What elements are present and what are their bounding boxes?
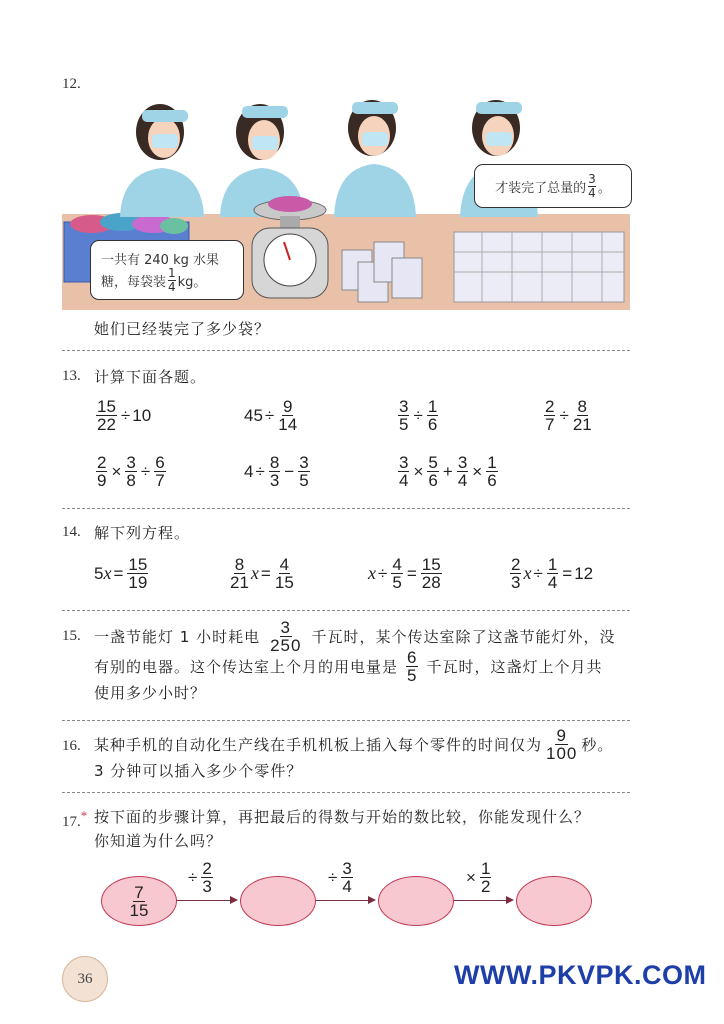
bubble-right-text: 才装完了总量的 [495, 180, 587, 196]
problem-14-number: 14. [62, 524, 81, 540]
problem-15-number: 15. [62, 628, 81, 644]
step-arrow-2 [316, 900, 374, 901]
problem-17-line1: 按下面的步骤计算，再把最后的得数与开始的数比较，你能发现什么？ [94, 808, 591, 826]
fraction-9-100: $\frac{9}{100}$ [546, 725, 578, 763]
expr-13-1: $\frac{15}{22}$ ÷ 10 [97, 397, 152, 434]
equation-14-2: $\frac{8}{21}$ x = $\frac{4}{15}$ [230, 555, 294, 592]
expr-13-7: $\frac{3}{4}$ × $\frac{5}{6}$ + $\frac{3}{4}$ × $\frac{1}{6}$ [399, 453, 497, 490]
divider [62, 720, 630, 721]
bubble-left-line2b: kg。 [177, 275, 207, 290]
equation-14-1: 5 x = $\frac{15}{19}$ [94, 555, 148, 592]
bubble-left-line1: 一共有 240 kg 水果 [101, 253, 219, 268]
equation-14-4: $\frac{2}{3}$ x ÷ $\frac{1}{4}$ = 12 [511, 555, 594, 592]
worker-3 [334, 100, 416, 217]
candy-bags-right [454, 232, 624, 302]
problem-13-title: 计算下面各题。 [94, 368, 207, 386]
problem-13-number: 13. [62, 368, 81, 384]
star-mark: * [80, 808, 88, 823]
speech-bubble-right [474, 164, 632, 208]
problem-15-line3: 使用多少小时？ [94, 684, 207, 702]
step-arrow-3 [454, 900, 512, 901]
bubble-right-fraction: $\frac{3}{4}$ [588, 171, 596, 200]
divider [62, 610, 630, 611]
fraction-3-250: $\frac{3}{250}$ [270, 617, 302, 655]
divider [62, 350, 630, 351]
step-arrow-1 [176, 900, 236, 901]
result-oval-3 [516, 876, 592, 926]
bubble-left-fraction: $\frac{1}{4}$ [168, 266, 176, 294]
result-oval-2 [378, 876, 454, 926]
problem-16-number: 16. [62, 738, 81, 754]
start-oval [101, 876, 177, 926]
problem-12-question: 她们已经装完了多少袋？ [94, 320, 271, 338]
speech-bubble-left [90, 240, 244, 300]
expr-13-2: 45 ÷ $\frac{9}{14}$ [244, 397, 298, 434]
start-fraction: $\frac{7}{15}$ [129, 882, 149, 920]
divider [62, 792, 630, 793]
page-number-badge [62, 956, 108, 1002]
bubble-left-line2a: 糖，每袋装 [101, 275, 167, 290]
step-2-label: ÷ $\frac{3}{4}$ [328, 859, 352, 896]
expr-13-5: $\frac{2}{9}$ × $\frac{3}{8}$ ÷ $\frac{6}{7}$ [97, 453, 165, 490]
result-oval-1 [240, 876, 316, 926]
problem-14-title: 解下列方程。 [94, 524, 191, 542]
problem-17-line2: 你知道为什么吗？ [94, 832, 223, 850]
problem-17-number: 17.* [62, 808, 88, 830]
expr-13-4: $\frac{2}{7}$ ÷ $\frac{8}{21}$ [545, 397, 592, 434]
step-1-label: ÷ $\frac{2}{3}$ [188, 859, 212, 896]
watermark-logo: WWW.PKVPK.COM [454, 960, 707, 990]
worker-1 [120, 104, 204, 217]
problem-16-line2: 3 分钟可以插入多少个零件？ [94, 762, 303, 780]
problem-15-line2: 有别的电器。这个传达室上个月的用电量是 $\frac{6}{5}$ 千瓦时，这盏灯上个月共 [94, 647, 603, 685]
bubble-right-end: 。 [597, 180, 611, 196]
expr-13-6: 4 ÷ $\frac{8}{3}$ − $\frac{3}{5}$ [244, 453, 309, 490]
fraction-6-5: $\frac{6}{5}$ [407, 647, 418, 685]
weighing-scale [252, 196, 328, 298]
divider [62, 508, 630, 509]
problem-12-number: 12. [62, 76, 81, 92]
equation-14-3: x ÷ $\frac{4}{5}$ = $\frac{15}{28}$ [368, 555, 441, 592]
step-3-label: × $\frac{1}{2}$ [466, 859, 491, 896]
problem-16-line1: 某种手机的自动化生产线在手机机板上插入每个零件的时间仅为 $\frac{9}{100}$ 秒。 [94, 725, 614, 763]
problem-15-line1: 一盏节能灯 1 小时耗电 $\frac{3}{250}$ 千瓦时，某个传达室除了这盏节能灯外，没 [94, 617, 616, 655]
expr-13-3: $\frac{3}{5}$ ÷ $\frac{1}{6}$ [399, 397, 438, 434]
page-number: 36 [77, 970, 93, 987]
